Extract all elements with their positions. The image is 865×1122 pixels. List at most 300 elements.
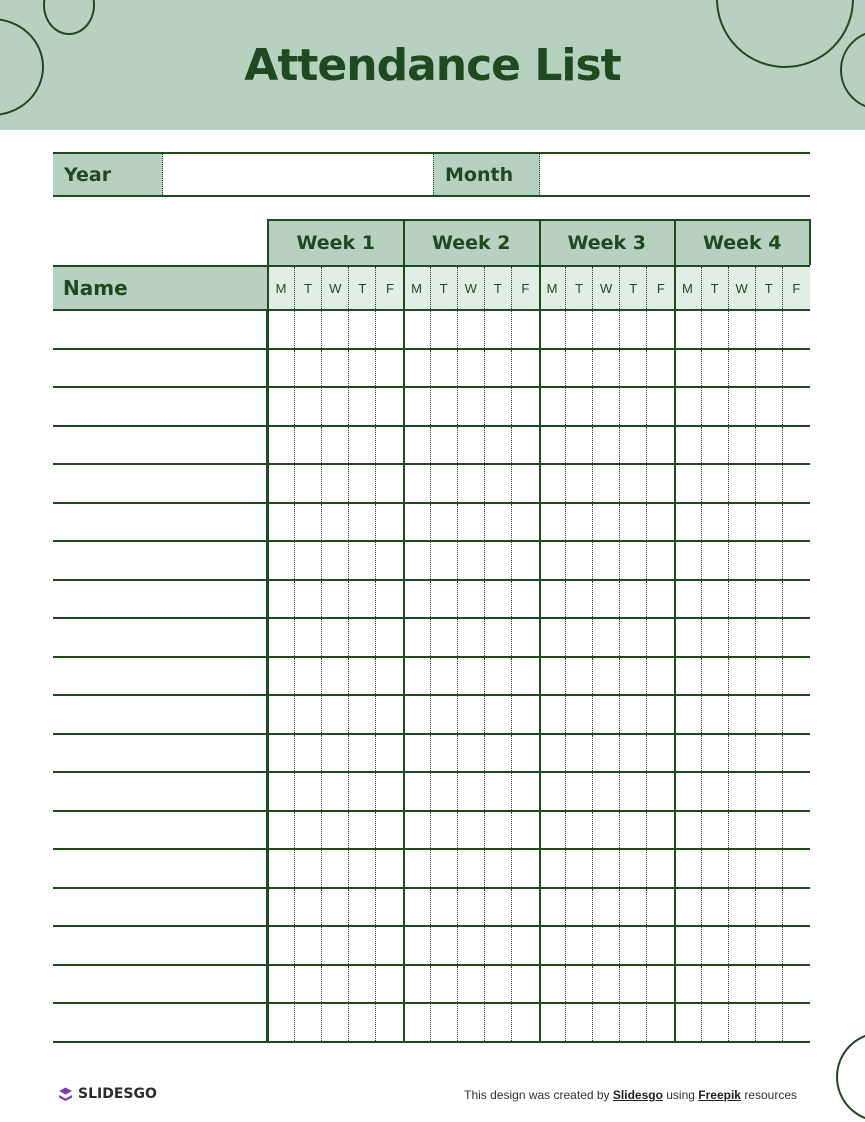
name-cell[interactable] xyxy=(53,388,268,425)
attendance-cell[interactable] xyxy=(458,966,485,1003)
attendance-cell[interactable] xyxy=(431,850,458,887)
attendance-cell[interactable] xyxy=(376,504,403,541)
attendance-cell[interactable] xyxy=(322,350,349,387)
attendance-cell[interactable] xyxy=(403,812,430,849)
attendance-cell[interactable] xyxy=(729,927,756,964)
attendance-cell[interactable] xyxy=(566,735,593,772)
name-cell[interactable] xyxy=(53,735,268,772)
attendance-cell[interactable] xyxy=(322,773,349,810)
attendance-cell[interactable] xyxy=(620,1004,647,1041)
attendance-cell[interactable] xyxy=(593,619,620,656)
attendance-cell[interactable] xyxy=(512,696,539,733)
attendance-cell[interactable] xyxy=(593,542,620,579)
attendance-cell[interactable] xyxy=(349,735,376,772)
attendance-cell[interactable] xyxy=(756,658,783,695)
attendance-cell[interactable] xyxy=(620,696,647,733)
attendance-cell[interactable] xyxy=(756,889,783,926)
attendance-cell[interactable] xyxy=(403,658,430,695)
attendance-cell[interactable] xyxy=(620,658,647,695)
attendance-cell[interactable] xyxy=(403,581,430,618)
attendance-cell[interactable] xyxy=(322,1004,349,1041)
attendance-cell[interactable] xyxy=(756,773,783,810)
attendance-cell[interactable] xyxy=(539,542,566,579)
attendance-cell[interactable] xyxy=(674,619,701,656)
attendance-cell[interactable] xyxy=(729,311,756,348)
attendance-cell[interactable] xyxy=(458,1004,485,1041)
attendance-cell[interactable] xyxy=(729,735,756,772)
attendance-cell[interactable] xyxy=(322,696,349,733)
attendance-cell[interactable] xyxy=(458,311,485,348)
attendance-cell[interactable] xyxy=(674,311,701,348)
attendance-cell[interactable] xyxy=(539,658,566,695)
attendance-cell[interactable] xyxy=(268,696,295,733)
attendance-cell[interactable] xyxy=(702,658,729,695)
attendance-cell[interactable] xyxy=(268,465,295,502)
attendance-cell[interactable] xyxy=(620,504,647,541)
attendance-cell[interactable] xyxy=(647,658,674,695)
attendance-cell[interactable] xyxy=(295,350,322,387)
attendance-cell[interactable] xyxy=(322,311,349,348)
attendance-cell[interactable] xyxy=(566,773,593,810)
name-cell[interactable] xyxy=(53,773,268,810)
attendance-cell[interactable] xyxy=(539,696,566,733)
attendance-cell[interactable] xyxy=(539,504,566,541)
attendance-cell[interactable] xyxy=(295,812,322,849)
attendance-cell[interactable] xyxy=(403,350,430,387)
attendance-cell[interactable] xyxy=(268,735,295,772)
attendance-cell[interactable] xyxy=(593,735,620,772)
attendance-cell[interactable] xyxy=(566,927,593,964)
attendance-cell[interactable] xyxy=(322,619,349,656)
attendance-cell[interactable] xyxy=(620,927,647,964)
attendance-cell[interactable] xyxy=(485,350,512,387)
attendance-cell[interactable] xyxy=(485,427,512,464)
attendance-cell[interactable] xyxy=(783,850,810,887)
name-cell[interactable] xyxy=(53,350,268,387)
attendance-cell[interactable] xyxy=(539,927,566,964)
attendance-cell[interactable] xyxy=(431,658,458,695)
attendance-cell[interactable] xyxy=(295,427,322,464)
attendance-cell[interactable] xyxy=(620,542,647,579)
name-cell[interactable] xyxy=(53,889,268,926)
attendance-cell[interactable] xyxy=(783,581,810,618)
attendance-cell[interactable] xyxy=(295,1004,322,1041)
attendance-cell[interactable] xyxy=(295,658,322,695)
attendance-cell[interactable] xyxy=(376,927,403,964)
attendance-cell[interactable] xyxy=(647,735,674,772)
attendance-cell[interactable] xyxy=(620,966,647,1003)
attendance-cell[interactable] xyxy=(756,581,783,618)
attendance-cell[interactable] xyxy=(458,889,485,926)
attendance-cell[interactable] xyxy=(647,619,674,656)
attendance-cell[interactable] xyxy=(431,1004,458,1041)
attendance-cell[interactable] xyxy=(485,812,512,849)
attendance-cell[interactable] xyxy=(512,1004,539,1041)
attendance-cell[interactable] xyxy=(431,542,458,579)
attendance-cell[interactable] xyxy=(512,465,539,502)
name-cell[interactable] xyxy=(53,311,268,348)
attendance-cell[interactable] xyxy=(349,465,376,502)
attendance-cell[interactable] xyxy=(349,812,376,849)
attendance-cell[interactable] xyxy=(403,542,430,579)
attendance-cell[interactable] xyxy=(512,773,539,810)
attendance-cell[interactable] xyxy=(431,735,458,772)
attendance-cell[interactable] xyxy=(702,927,729,964)
attendance-cell[interactable] xyxy=(458,542,485,579)
attendance-cell[interactable] xyxy=(620,350,647,387)
attendance-cell[interactable] xyxy=(512,812,539,849)
attendance-cell[interactable] xyxy=(458,850,485,887)
attendance-cell[interactable] xyxy=(566,1004,593,1041)
attendance-cell[interactable] xyxy=(783,465,810,502)
attendance-cell[interactable] xyxy=(376,696,403,733)
attendance-cell[interactable] xyxy=(702,465,729,502)
attendance-cell[interactable] xyxy=(295,504,322,541)
attendance-cell[interactable] xyxy=(322,504,349,541)
attendance-cell[interactable] xyxy=(268,504,295,541)
attendance-cell[interactable] xyxy=(783,504,810,541)
attendance-cell[interactable] xyxy=(376,812,403,849)
attendance-cell[interactable] xyxy=(566,350,593,387)
attendance-cell[interactable] xyxy=(647,696,674,733)
attendance-cell[interactable] xyxy=(349,619,376,656)
attendance-cell[interactable] xyxy=(674,812,701,849)
attendance-cell[interactable] xyxy=(756,350,783,387)
attendance-cell[interactable] xyxy=(593,581,620,618)
month-field[interactable] xyxy=(540,154,810,195)
attendance-cell[interactable] xyxy=(431,966,458,1003)
attendance-cell[interactable] xyxy=(403,388,430,425)
attendance-cell[interactable] xyxy=(295,388,322,425)
attendance-cell[interactable] xyxy=(593,773,620,810)
attendance-cell[interactable] xyxy=(620,427,647,464)
attendance-cell[interactable] xyxy=(539,388,566,425)
attendance-cell[interactable] xyxy=(674,658,701,695)
attendance-cell[interactable] xyxy=(674,1004,701,1041)
attendance-cell[interactable] xyxy=(620,889,647,926)
name-cell[interactable] xyxy=(53,581,268,618)
attendance-cell[interactable] xyxy=(268,889,295,926)
attendance-cell[interactable] xyxy=(539,1004,566,1041)
attendance-cell[interactable] xyxy=(674,773,701,810)
attendance-cell[interactable] xyxy=(268,388,295,425)
attendance-cell[interactable] xyxy=(403,504,430,541)
attendance-cell[interactable] xyxy=(403,427,430,464)
attendance-cell[interactable] xyxy=(322,966,349,1003)
attendance-cell[interactable] xyxy=(295,735,322,772)
attendance-cell[interactable] xyxy=(512,504,539,541)
attendance-cell[interactable] xyxy=(729,619,756,656)
attendance-cell[interactable] xyxy=(647,889,674,926)
attendance-cell[interactable] xyxy=(674,542,701,579)
attendance-cell[interactable] xyxy=(620,812,647,849)
attendance-cell[interactable] xyxy=(647,388,674,425)
attendance-cell[interactable] xyxy=(485,696,512,733)
attendance-cell[interactable] xyxy=(756,812,783,849)
attendance-cell[interactable] xyxy=(647,927,674,964)
attendance-cell[interactable] xyxy=(702,966,729,1003)
attendance-cell[interactable] xyxy=(376,735,403,772)
name-cell[interactable] xyxy=(53,619,268,656)
attendance-cell[interactable] xyxy=(512,619,539,656)
attendance-cell[interactable] xyxy=(539,427,566,464)
attendance-cell[interactable] xyxy=(783,773,810,810)
attendance-cell[interactable] xyxy=(268,350,295,387)
attendance-cell[interactable] xyxy=(593,1004,620,1041)
attendance-cell[interactable] xyxy=(783,1004,810,1041)
attendance-cell[interactable] xyxy=(674,350,701,387)
attendance-cell[interactable] xyxy=(674,735,701,772)
attendance-cell[interactable] xyxy=(647,427,674,464)
name-cell[interactable] xyxy=(53,465,268,502)
attendance-cell[interactable] xyxy=(349,658,376,695)
name-cell[interactable] xyxy=(53,542,268,579)
attendance-cell[interactable] xyxy=(403,696,430,733)
attendance-cell[interactable] xyxy=(458,773,485,810)
name-cell[interactable] xyxy=(53,1004,268,1041)
attendance-cell[interactable] xyxy=(349,889,376,926)
attendance-cell[interactable] xyxy=(458,696,485,733)
year-field[interactable] xyxy=(163,154,433,195)
attendance-cell[interactable] xyxy=(431,350,458,387)
attendance-cell[interactable] xyxy=(674,465,701,502)
attendance-cell[interactable] xyxy=(566,658,593,695)
name-cell[interactable] xyxy=(53,966,268,1003)
attendance-cell[interactable] xyxy=(349,388,376,425)
attendance-cell[interactable] xyxy=(702,1004,729,1041)
attendance-cell[interactable] xyxy=(647,850,674,887)
attendance-cell[interactable] xyxy=(647,966,674,1003)
attendance-cell[interactable] xyxy=(566,465,593,502)
attendance-cell[interactable] xyxy=(376,658,403,695)
attendance-cell[interactable] xyxy=(268,581,295,618)
attendance-cell[interactable] xyxy=(349,350,376,387)
attendance-cell[interactable] xyxy=(783,966,810,1003)
attendance-cell[interactable] xyxy=(512,850,539,887)
attendance-cell[interactable] xyxy=(403,1004,430,1041)
attendance-cell[interactable] xyxy=(268,966,295,1003)
attendance-cell[interactable] xyxy=(566,966,593,1003)
attendance-cell[interactable] xyxy=(647,581,674,618)
attendance-cell[interactable] xyxy=(349,427,376,464)
attendance-cell[interactable] xyxy=(593,658,620,695)
attendance-cell[interactable] xyxy=(702,696,729,733)
attendance-cell[interactable] xyxy=(485,658,512,695)
attendance-cell[interactable] xyxy=(376,542,403,579)
attendance-cell[interactable] xyxy=(512,427,539,464)
name-cell[interactable] xyxy=(53,658,268,695)
attendance-cell[interactable] xyxy=(593,812,620,849)
attendance-cell[interactable] xyxy=(512,927,539,964)
attendance-cell[interactable] xyxy=(729,1004,756,1041)
attendance-cell[interactable] xyxy=(322,889,349,926)
attendance-cell[interactable] xyxy=(431,812,458,849)
attendance-cell[interactable] xyxy=(620,735,647,772)
attendance-cell[interactable] xyxy=(512,350,539,387)
attendance-cell[interactable] xyxy=(403,850,430,887)
attendance-cell[interactable] xyxy=(485,773,512,810)
attendance-cell[interactable] xyxy=(539,465,566,502)
attendance-cell[interactable] xyxy=(620,465,647,502)
attendance-cell[interactable] xyxy=(783,658,810,695)
attendance-cell[interactable] xyxy=(376,311,403,348)
attendance-cell[interactable] xyxy=(566,812,593,849)
attendance-cell[interactable] xyxy=(322,427,349,464)
attendance-cell[interactable] xyxy=(566,311,593,348)
attendance-cell[interactable] xyxy=(756,696,783,733)
attendance-cell[interactable] xyxy=(512,311,539,348)
attendance-cell[interactable] xyxy=(295,581,322,618)
attendance-cell[interactable] xyxy=(349,773,376,810)
attendance-cell[interactable] xyxy=(729,350,756,387)
attendance-cell[interactable] xyxy=(674,581,701,618)
attendance-cell[interactable] xyxy=(295,542,322,579)
attendance-cell[interactable] xyxy=(783,311,810,348)
attendance-cell[interactable] xyxy=(458,735,485,772)
name-cell[interactable] xyxy=(53,427,268,464)
attendance-cell[interactable] xyxy=(783,735,810,772)
attendance-cell[interactable] xyxy=(566,696,593,733)
attendance-cell[interactable] xyxy=(485,889,512,926)
attendance-cell[interactable] xyxy=(756,388,783,425)
attendance-cell[interactable] xyxy=(431,427,458,464)
attendance-cell[interactable] xyxy=(485,927,512,964)
attendance-cell[interactable] xyxy=(729,388,756,425)
attendance-cell[interactable] xyxy=(783,388,810,425)
attendance-cell[interactable] xyxy=(756,735,783,772)
attendance-cell[interactable] xyxy=(702,542,729,579)
attendance-cell[interactable] xyxy=(458,619,485,656)
attendance-cell[interactable] xyxy=(431,927,458,964)
attendance-cell[interactable] xyxy=(376,966,403,1003)
attendance-cell[interactable] xyxy=(783,619,810,656)
attendance-cell[interactable] xyxy=(593,966,620,1003)
attendance-cell[interactable] xyxy=(702,427,729,464)
attendance-cell[interactable] xyxy=(593,696,620,733)
attendance-cell[interactable] xyxy=(512,735,539,772)
name-cell[interactable] xyxy=(53,927,268,964)
attendance-cell[interactable] xyxy=(376,1004,403,1041)
attendance-cell[interactable] xyxy=(593,427,620,464)
attendance-cell[interactable] xyxy=(539,773,566,810)
attendance-cell[interactable] xyxy=(729,465,756,502)
attendance-cell[interactable] xyxy=(485,850,512,887)
attendance-cell[interactable] xyxy=(593,889,620,926)
attendance-cell[interactable] xyxy=(512,542,539,579)
attendance-cell[interactable] xyxy=(376,619,403,656)
attendance-cell[interactable] xyxy=(674,850,701,887)
attendance-cell[interactable] xyxy=(485,1004,512,1041)
freepik-link[interactable]: Freepik xyxy=(698,1088,741,1102)
attendance-cell[interactable] xyxy=(268,311,295,348)
attendance-cell[interactable] xyxy=(593,311,620,348)
attendance-cell[interactable] xyxy=(295,773,322,810)
attendance-cell[interactable] xyxy=(295,889,322,926)
attendance-cell[interactable] xyxy=(539,581,566,618)
attendance-cell[interactable] xyxy=(376,465,403,502)
attendance-cell[interactable] xyxy=(322,542,349,579)
attendance-cell[interactable] xyxy=(593,350,620,387)
attendance-cell[interactable] xyxy=(620,850,647,887)
attendance-cell[interactable] xyxy=(431,388,458,425)
attendance-cell[interactable] xyxy=(783,542,810,579)
attendance-cell[interactable] xyxy=(539,966,566,1003)
attendance-cell[interactable] xyxy=(322,927,349,964)
attendance-cell[interactable] xyxy=(593,504,620,541)
attendance-cell[interactable] xyxy=(620,388,647,425)
attendance-cell[interactable] xyxy=(485,966,512,1003)
attendance-cell[interactable] xyxy=(729,581,756,618)
attendance-cell[interactable] xyxy=(756,465,783,502)
attendance-cell[interactable] xyxy=(458,504,485,541)
attendance-cell[interactable] xyxy=(431,581,458,618)
attendance-cell[interactable] xyxy=(566,427,593,464)
attendance-cell[interactable] xyxy=(431,311,458,348)
attendance-cell[interactable] xyxy=(349,542,376,579)
attendance-cell[interactable] xyxy=(458,927,485,964)
attendance-cell[interactable] xyxy=(702,619,729,656)
attendance-cell[interactable] xyxy=(376,889,403,926)
attendance-cell[interactable] xyxy=(268,658,295,695)
attendance-cell[interactable] xyxy=(376,850,403,887)
attendance-cell[interactable] xyxy=(702,504,729,541)
attendance-cell[interactable] xyxy=(268,812,295,849)
attendance-cell[interactable] xyxy=(431,696,458,733)
attendance-cell[interactable] xyxy=(674,966,701,1003)
attendance-cell[interactable] xyxy=(322,465,349,502)
attendance-cell[interactable] xyxy=(729,504,756,541)
attendance-cell[interactable] xyxy=(702,350,729,387)
attendance-cell[interactable] xyxy=(593,850,620,887)
attendance-cell[interactable] xyxy=(539,735,566,772)
attendance-cell[interactable] xyxy=(539,889,566,926)
attendance-cell[interactable] xyxy=(566,619,593,656)
attendance-cell[interactable] xyxy=(458,388,485,425)
attendance-cell[interactable] xyxy=(403,619,430,656)
attendance-cell[interactable] xyxy=(268,850,295,887)
attendance-cell[interactable] xyxy=(783,427,810,464)
attendance-cell[interactable] xyxy=(403,889,430,926)
attendance-cell[interactable] xyxy=(620,619,647,656)
attendance-cell[interactable] xyxy=(647,350,674,387)
attendance-cell[interactable] xyxy=(485,388,512,425)
attendance-cell[interactable] xyxy=(539,350,566,387)
attendance-cell[interactable] xyxy=(756,1004,783,1041)
attendance-cell[interactable] xyxy=(702,735,729,772)
attendance-cell[interactable] xyxy=(295,311,322,348)
attendance-cell[interactable] xyxy=(268,1004,295,1041)
attendance-cell[interactable] xyxy=(674,504,701,541)
attendance-cell[interactable] xyxy=(458,812,485,849)
attendance-cell[interactable] xyxy=(783,812,810,849)
attendance-cell[interactable] xyxy=(431,889,458,926)
attendance-cell[interactable] xyxy=(349,850,376,887)
attendance-cell[interactable] xyxy=(295,619,322,656)
attendance-cell[interactable] xyxy=(729,889,756,926)
attendance-cell[interactable] xyxy=(647,542,674,579)
attendance-cell[interactable] xyxy=(593,388,620,425)
attendance-cell[interactable] xyxy=(539,619,566,656)
name-cell[interactable] xyxy=(53,812,268,849)
attendance-cell[interactable] xyxy=(702,773,729,810)
attendance-cell[interactable] xyxy=(702,850,729,887)
attendance-cell[interactable] xyxy=(403,966,430,1003)
attendance-cell[interactable] xyxy=(295,966,322,1003)
attendance-cell[interactable] xyxy=(349,581,376,618)
attendance-cell[interactable] xyxy=(566,889,593,926)
attendance-cell[interactable] xyxy=(322,658,349,695)
attendance-cell[interactable] xyxy=(783,696,810,733)
